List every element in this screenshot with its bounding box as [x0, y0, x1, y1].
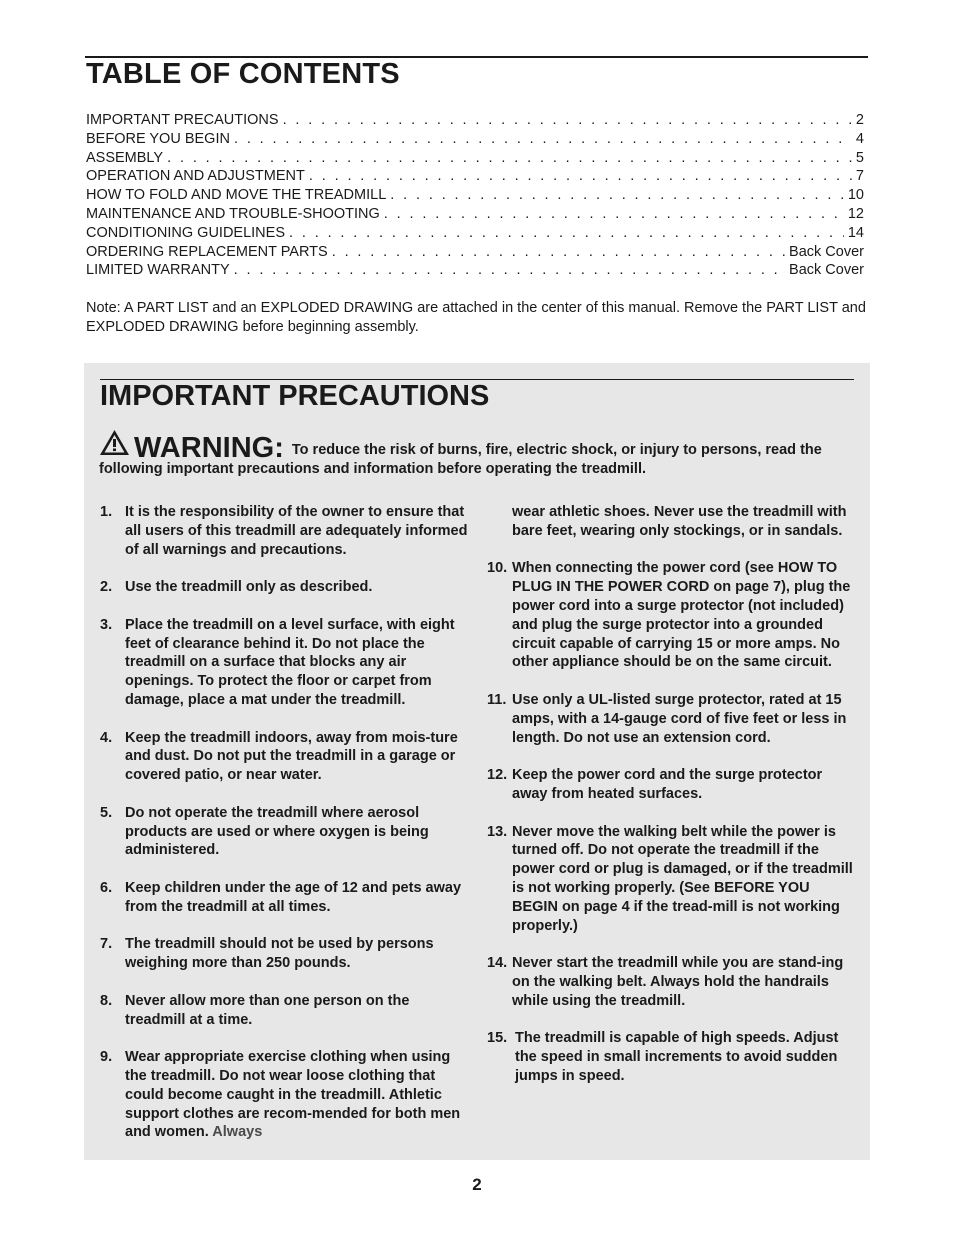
toc-leader — [234, 262, 785, 278]
toc-entry-page: 4 — [855, 130, 864, 147]
toc-leader — [309, 168, 852, 184]
toc-entry[interactable] — [86, 187, 864, 206]
warning-word: WARNING: — [134, 432, 284, 464]
toc-entry-label: ORDERING REPLACEMENT PARTS — [86, 243, 328, 260]
precaution-text: The treadmill is capable of high speeds. Adjust the speed in small increments to avoid sudden jumps in speed. — [515, 1030, 839, 1084]
toc-note: Note: A PART LIST and an EXPLODED DRAWING are attached in the center of this manual. Remove the PART LIST and EXPLODED DRAWING before beginning assembly. — [86, 300, 866, 335]
precaution-number: 11. — [487, 691, 507, 708]
precaution-number: 9. — [100, 1049, 113, 1066]
toc-entry-page: 12 — [847, 205, 864, 222]
precaution-text: When connecting the power cord (see HOW TO PLUG IN THE POWER CORD on page 7), plug the power cord into a surge protector (not included) and plug the surge protector into a grounded circuit capable of carrying 15 or more amps. No other appliance should be on the same circuit. — [512, 560, 851, 671]
warning-triangle-icon — [99, 429, 130, 456]
precaution-item — [100, 992, 470, 1030]
precaution-text: Do not operate the treadmill where aerosol products are used or where oxygen is being administered. — [125, 804, 429, 859]
precaution-number: 10. — [487, 560, 508, 577]
precaution-text: Keep children under the age of 12 and pets away from the treadmill at all times. — [125, 879, 462, 915]
toc-leader — [332, 244, 785, 260]
precaution-item — [100, 616, 470, 710]
precaution-text: The treadmill should not be used by persons weighing more than 250 pounds. — [125, 936, 434, 972]
precaution-item — [100, 503, 470, 559]
toc-entry-label: CONDITIONING GUIDELINES — [86, 224, 285, 241]
precaution-item — [487, 1029, 857, 1085]
toc-entry-label: LIMITED WARRANTY — [86, 262, 230, 279]
precautions-right-column — [487, 503, 857, 1105]
precaution-item — [100, 879, 470, 917]
toc-leader — [167, 150, 852, 166]
warning-statement — [99, 429, 859, 479]
toc-entry-label: IMPORTANT PRECAUTIONS — [86, 112, 279, 128]
precaution-number: 14. — [487, 955, 508, 972]
toc-entry-label: BEFORE YOU BEGIN — [86, 130, 230, 147]
toc-entry[interactable] — [86, 168, 864, 187]
precaution-item — [100, 729, 470, 785]
precaution-item — [487, 559, 857, 672]
toc-entry[interactable] — [86, 131, 864, 150]
toc-entry-page: 7 — [855, 168, 864, 185]
precaution-number: 6. — [100, 879, 113, 896]
toc-entry-label: ASSEMBLY — [86, 149, 164, 166]
toc-leader — [384, 206, 844, 222]
toc-entry-page: 5 — [855, 149, 864, 166]
precaution-number: 15. — [487, 1030, 508, 1047]
precaution-text-tail: Always — [212, 1124, 263, 1141]
precaution-item — [487, 954, 857, 1010]
precaution-continuation — [487, 503, 857, 541]
precaution-number: 1. — [100, 504, 113, 520]
precaution-text: Never start the treadmill while you are stand-ing on the walking belt. Always hold the handrails while using the treadmill. — [512, 955, 844, 1009]
precaution-item — [100, 804, 470, 860]
toc-entry[interactable] — [86, 244, 864, 263]
toc-entry-label: MAINTENANCE AND TROUBLE-SHOOTING — [86, 205, 380, 222]
precaution-number: 12. — [487, 767, 508, 784]
precaution-item — [487, 691, 857, 747]
precaution-text: Use the treadmill only as described. — [125, 579, 373, 596]
precaution-number: 13. — [487, 823, 508, 840]
toc-list — [86, 112, 864, 281]
toc-entry-label: HOW TO FOLD AND MOVE THE TREADMILL — [86, 187, 387, 204]
precaution-item — [100, 935, 470, 973]
toc-entry-page: 2 — [855, 112, 864, 128]
page-number: 2 — [472, 1175, 482, 1194]
precaution-number: 4. — [100, 729, 113, 746]
toc-title: TABLE OF CONTENTS — [86, 58, 400, 90]
toc-leader — [234, 131, 852, 147]
precaution-text: Wear appropriate exercise clothing when using the treadmill. Do not wear loose clothing that could become caught in the treadmill. Athletic support clothes are recom-mended for both men and women. — [125, 1049, 461, 1141]
precaution-item — [487, 766, 857, 804]
precaution-text: Keep the power cord and the surge protector away from heated surfaces. — [512, 767, 823, 802]
precaution-text: Keep the treadmill indoors, away from mois-ture and dust. Do not put the treadmill in a garage or covered patio, or near water. — [125, 729, 458, 784]
precaution-text: Use only a UL-listed surge protector, rated at 15 amps, with a 14-gauge cord of five feet or less in length. Do not use an extension cord. — [512, 691, 847, 746]
precautions-left-column — [100, 503, 470, 1161]
precaution-item — [100, 578, 470, 597]
toc-entry[interactable] — [86, 225, 864, 244]
precaution-item — [100, 1048, 470, 1142]
precaution-text: It is the responsibility of the owner to ensure that all users of this treadmill are adequately informed of all warnings and precautions. — [125, 504, 468, 558]
precaution-number: 3. — [100, 616, 113, 633]
precaution-text: wear athletic shoes. Never use the treadmill with bare feet, wearing only stockings, or in sandals. — [512, 504, 847, 539]
toc-entry-page: Back Cover — [789, 262, 864, 279]
precautions-panel — [84, 363, 870, 1160]
toc-leader — [289, 225, 844, 241]
warning-text: To reduce the risk of burns, fire, electric shock, or injury to persons, read the following important precautions and information before operating the treadmill. — [99, 442, 822, 477]
precaution-text: Never allow more than one person on the treadmill at a time. — [125, 992, 410, 1028]
toc-entry-page: 14 — [847, 224, 864, 241]
precaution-number: 8. — [100, 992, 113, 1009]
toc-entry-page: 10 — [847, 187, 864, 204]
toc-leader — [390, 187, 844, 203]
toc-leader — [283, 112, 852, 128]
precaution-number: 2. — [100, 579, 113, 596]
toc-entry[interactable] — [86, 206, 864, 225]
toc-entry-label: OPERATION AND ADJUSTMENT — [86, 168, 305, 185]
precautions-title: IMPORTANT PRECAUTIONS — [100, 380, 490, 412]
precaution-number: 7. — [100, 936, 113, 953]
precaution-number: 5. — [100, 804, 113, 821]
toc-entry[interactable] — [86, 150, 864, 169]
precaution-item — [487, 823, 857, 936]
toc-entry[interactable] — [86, 112, 864, 131]
toc-entry[interactable] — [86, 262, 864, 281]
precaution-text: Never move the walking belt while the power is turned off. Do not operate the treadmill if the power cord or plug is damaged, or if the treadmill is not working properly. (See BEFORE YOU BEGIN on page 4 if the tread-mill is not working properly.) — [512, 823, 853, 934]
toc-entry-page: Back Cover — [789, 243, 864, 260]
precaution-text: Place the treadmill on a level surface, with eight feet of clearance behind it. Do not place the treadmill on a surface that blocks any air openings. To protect the floor or carpet from damage, place a mat under the treadmill. — [125, 616, 455, 708]
